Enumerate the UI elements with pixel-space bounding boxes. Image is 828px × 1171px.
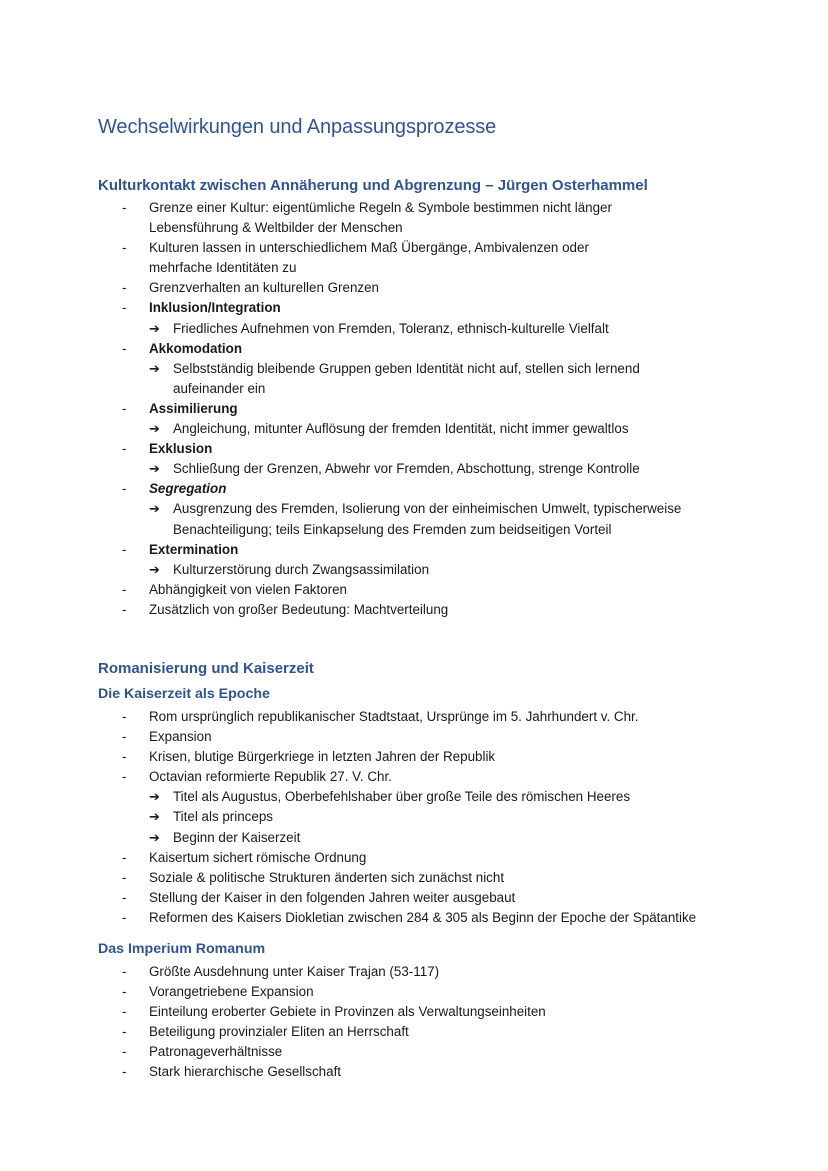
arrow-right-icon: ➔ bbox=[149, 421, 160, 437]
subsection-heading-imperium: Das Imperium Romanum bbox=[98, 941, 266, 957]
dash-bullet: - bbox=[122, 541, 127, 557]
dash-bullet: - bbox=[122, 849, 127, 865]
dash-bullet: - bbox=[122, 909, 127, 925]
list-item: - Segregation bbox=[0, 479, 828, 499]
dash-bullet: - bbox=[122, 280, 127, 296]
section-heading-kulturkontakt: Kulturkontakt zwischen Annäherung und Abgrenzung – Jürgen Osterhammel bbox=[98, 177, 648, 194]
list-item: - Inklusion/Integration bbox=[0, 298, 828, 318]
dash-bullet: - bbox=[122, 964, 127, 979]
kaiserzeit-list bbox=[0, 707, 828, 928]
list-item: - Krisen, blutige Bürgerkriege in letzten Jahren der Republik bbox=[0, 747, 828, 767]
dash-bullet: - bbox=[122, 1064, 127, 1080]
list-item: - Grenze einer Kultur: eigentümliche Regeln & Symbole bestimmen nicht länger Lebensführung & Weltbilder der Menschen bbox=[122, 200, 612, 236]
kulturkontakt-list bbox=[0, 198, 828, 620]
sub-item: ➔ Titel als Augustus, Oberbefehlshaber über große Teile des römischen Heeres bbox=[0, 787, 828, 807]
list-item: - Stellung der Kaiser in den folgenden Jahren weiter ausgebaut bbox=[0, 888, 828, 908]
dash-bullet: - bbox=[122, 240, 127, 256]
sub-item: ➔ Ausgrenzung des Fremden, Isolierung von der einheimischen Umwelt, typischerweise Benachteiligung; teils Einkapselung des Fremden zum beidseitigen Vorteil bbox=[149, 501, 682, 537]
list-item: - Beteiligung provinzialer Eliten an Herrschaft bbox=[0, 1022, 828, 1042]
list-item: - Zusätzlich von großer Bedeutung: Machtverteilung bbox=[0, 600, 828, 620]
imperium-list bbox=[0, 962, 828, 1083]
section-heading-romanisierung: Romanisierung und Kaiserzeit bbox=[98, 660, 314, 677]
dash-bullet: - bbox=[122, 889, 127, 905]
arrow-right-icon: ➔ bbox=[149, 360, 160, 376]
dash-bullet: - bbox=[122, 769, 127, 785]
list-item: - Kulturen lassen in unterschiedlichem Maß Übergänge, Ambivalenzen oder mehrfache Identitäten zu bbox=[122, 240, 589, 276]
arrow-right-icon: ➔ bbox=[149, 809, 160, 825]
dash-bullet: - bbox=[122, 749, 127, 765]
list-item: - Vorangetriebene Expansion bbox=[0, 982, 828, 1002]
list-item: - Reformen des Kaisers Diokletian zwischen 284 & 305 als Beginn der Epoche der Spätantike bbox=[0, 908, 828, 928]
list-item: - Exklusion bbox=[0, 439, 828, 459]
arrow-right-icon: ➔ bbox=[149, 561, 160, 577]
dash-bullet: - bbox=[122, 1024, 127, 1040]
dash-bullet: - bbox=[122, 601, 127, 617]
dash-bullet: - bbox=[122, 400, 127, 416]
sub-item: ➔ Selbstständig bleibende Gruppen geben Identität nicht auf, stellen sich lernend aufeinander ein bbox=[149, 360, 640, 396]
list-item: - Assimilierung bbox=[0, 399, 828, 419]
dash-bullet: - bbox=[122, 200, 127, 215]
list-item: - Grenzverhalten an kulturellen Grenzen bbox=[0, 278, 828, 298]
sub-item: ➔ Beginn der Kaiserzeit bbox=[0, 828, 828, 848]
arrow-right-icon: ➔ bbox=[149, 829, 160, 845]
list-item: - Expansion bbox=[0, 727, 828, 747]
list-item: - Kaisertum sichert römische Ordnung bbox=[0, 848, 828, 868]
dash-bullet: - bbox=[122, 441, 127, 457]
dash-bullet: - bbox=[122, 300, 127, 316]
arrow-right-icon: ➔ bbox=[149, 501, 160, 517]
list-item: - Patronageverhältnisse bbox=[0, 1042, 828, 1062]
dash-bullet: - bbox=[122, 1044, 127, 1060]
list-item: - Soziale & politische Strukturen änderten sich zunächst nicht bbox=[0, 868, 828, 888]
sub-item: ➔ Titel als princeps bbox=[0, 807, 828, 827]
list-item: - Stark hierarchische Gesellschaft bbox=[0, 1062, 828, 1082]
dash-bullet: - bbox=[122, 709, 127, 724]
dash-bullet: - bbox=[122, 869, 127, 885]
sub-item: ➔ Schließung der Grenzen, Abwehr vor Fremden, Abschottung, strenge Kontrolle bbox=[0, 459, 828, 479]
dash-bullet: - bbox=[122, 481, 127, 497]
list-item: - Abhängigkeit von vielen Faktoren bbox=[0, 580, 828, 600]
sub-item: ➔ Friedliches Aufnehmen von Fremden, Toleranz, ethnisch-kulturelle Vielfalt bbox=[0, 319, 828, 339]
dash-bullet: - bbox=[122, 984, 127, 1000]
document-title: Wechselwirkungen und Anpassungsprozesse bbox=[98, 116, 497, 138]
arrow-right-icon: ➔ bbox=[149, 320, 160, 336]
dash-bullet: - bbox=[122, 581, 127, 597]
arrow-right-icon: ➔ bbox=[149, 461, 160, 477]
list-item: - Einteilung eroberter Gebiete in Provinzen als Verwaltungseinheiten bbox=[0, 1002, 828, 1022]
arrow-right-icon: ➔ bbox=[149, 789, 160, 805]
list-item: - Rom ursprünglich republikanischer Stadtstaat, Ursprünge im 5. Jahrhundert v. Chr. bbox=[0, 707, 828, 727]
list-item: - Octavian reformierte Republik 27. V. Chr. bbox=[0, 767, 828, 787]
sub-item: ➔ Angleichung, mitunter Auflösung der fremden Identität, nicht immer gewaltlos bbox=[0, 419, 828, 439]
list-item: - Größte Ausdehnung unter Kaiser Trajan (53-117) bbox=[0, 962, 828, 982]
dash-bullet: - bbox=[122, 340, 127, 356]
list-item: - Akkomodation bbox=[0, 339, 828, 359]
dash-bullet: - bbox=[122, 1004, 127, 1020]
subsection-heading-kaiserzeit: Die Kaiserzeit als Epoche bbox=[98, 686, 270, 702]
sub-item: ➔ Kulturzerstörung durch Zwangsassimilation bbox=[0, 560, 828, 580]
dash-bullet: - bbox=[122, 729, 127, 745]
list-item: - Extermination bbox=[0, 540, 828, 560]
